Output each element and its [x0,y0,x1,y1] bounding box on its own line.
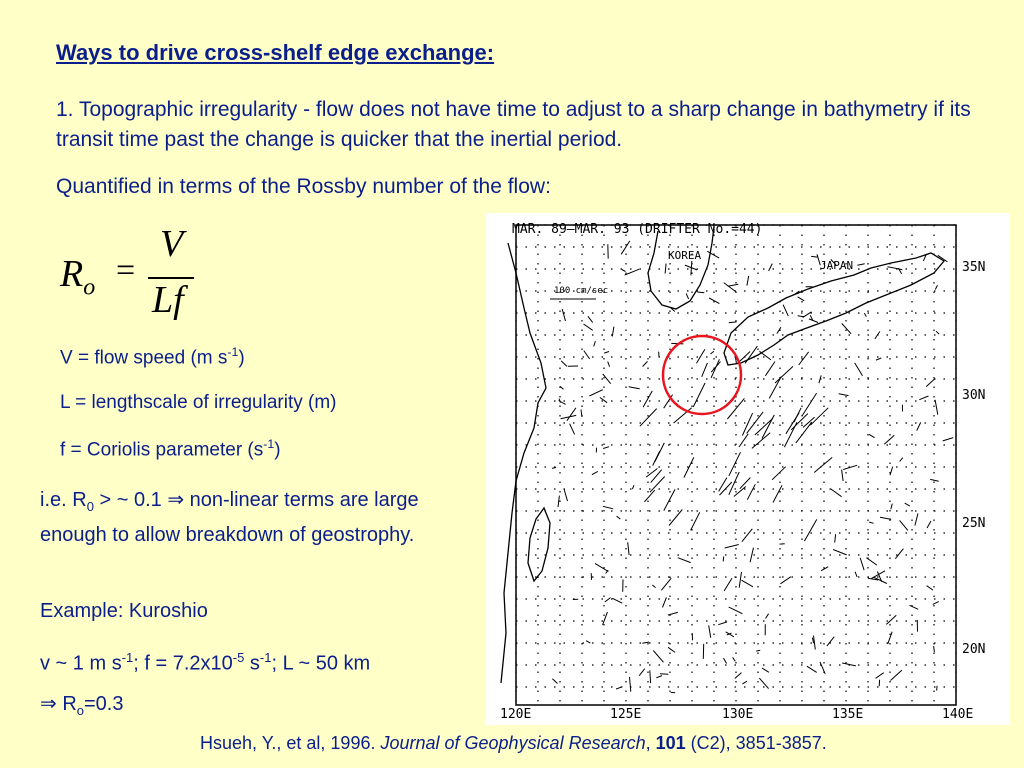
velocity-arrow [915,513,918,525]
velocity-arrow [755,418,773,435]
velocity-arrow [891,670,902,680]
velocity-arrow [608,362,610,367]
velocity-arrow [794,408,801,422]
velocity-arrow [884,435,894,444]
velocity-arrow [811,256,817,257]
velocity-arrow [709,298,719,304]
velocity-arrow [617,516,621,519]
velocity-arrow [652,585,655,588]
velocity-arrow [900,520,908,530]
velocity-arrow [935,285,937,289]
velocity-arrow [639,669,645,676]
velocity-arrow [742,529,752,542]
lat-label-35n: 35N [962,260,986,275]
velocity-arrow [798,297,805,301]
velocity-arrow [876,358,881,360]
velocity-arrow [900,458,903,462]
velocity-arrow [567,408,576,421]
velocity-arrow [697,349,705,363]
def-l: L = lengthscale of irregularity (m) [60,392,337,413]
velocity-arrow [733,657,736,661]
velocity-arrow [621,241,630,254]
velocity-arrow [728,284,739,286]
velocity-arrow [650,670,651,683]
velocity-arrow [643,391,652,407]
velocity-arrow [765,362,775,376]
velocity-arrow [724,578,732,591]
velocity-arrow [616,687,622,689]
velocity-arrow [926,379,935,387]
japan-label: JAPAN [820,259,854,272]
velocity-arrow [640,409,657,427]
velocity-arrow [653,651,663,663]
velocity-arrow [581,410,582,418]
velocity-arrow [726,632,734,637]
velocity-arrow [668,612,678,615]
velocity-arrow [756,650,760,651]
velocity-arrow [843,465,857,469]
velocity-arrow [936,331,939,334]
velocity-arrow [927,521,931,528]
velocity-arrow [783,305,788,316]
velocity-arrow [835,534,836,542]
formula-numerator: V [160,223,184,265]
velocity-arrow [869,522,873,523]
velocity-arrow [895,549,903,559]
velocity-arrow [769,264,773,271]
velocity-arrow [589,390,602,396]
velocity-arrow [723,556,724,561]
velocity-arrow [561,361,567,367]
formula-denominator: Lf [152,279,184,321]
example-label: Example: Kuroshio [40,600,208,622]
velocity-arrow [584,324,593,330]
velocity-arrow [762,668,769,672]
velocity-arrow [693,383,705,407]
velocity-arrow [919,396,928,400]
velocity-arrow [796,422,812,443]
velocity-arrow [869,434,875,437]
china-coast [501,243,546,683]
def-f: f = Coriolis parameter $(s^{-1})$ [60,437,281,461]
velocity-arrow [933,602,939,605]
rossby-result: ⇒ $R_o=0.3$ [40,693,124,718]
velocity-arrow [772,467,786,480]
velocity-arrow [934,646,935,652]
velocity-arrow [747,276,749,286]
velocity-arrow [747,484,755,499]
velocity-arrow [752,433,770,449]
velocity-arrow [910,605,919,609]
ie-statement: i.e. $R_0$ > ~ 0.1 ⇒ non-linear terms are large enough to allow breakdown of geostrophy. [40,489,419,546]
velocity-arrow [595,563,608,571]
velocity-arrow [603,374,611,384]
formula-lhs: $R_o$ [60,253,96,301]
formula-equals: = [116,252,136,289]
velocity-arrow [773,485,782,502]
velocity-arrow [653,451,660,465]
velocity-arrow [605,598,611,602]
velocity-arrow [827,637,834,646]
velocity-arrow [927,586,933,590]
velocity-arrow [729,322,737,323]
velocity-arrow [820,662,825,674]
velocity-arrow [678,558,691,563]
velocity-arrow [711,359,719,378]
velocity-arrow [665,264,666,274]
velocity-arrow [622,270,626,272]
kuroshio-values: v ~ 1 m $s^{-1}$; $f = 7.2x10^{-5}$ $s^{-1}$; L ~ 50 km [40,650,371,675]
velocity-arrow [718,622,727,625]
velocity-arrow [668,647,675,652]
velocity-arrow [798,316,805,317]
velocity-arrow [663,597,667,607]
velocity-arrow [586,641,590,643]
velocity-arrow [697,292,704,293]
velocity-arrow [905,503,910,506]
velocity-arrow [628,542,629,555]
velocity-arrow [629,387,640,389]
drifter-map [486,213,1010,725]
velocity-arrow [592,471,598,474]
slide-title: Ways to drive cross-shelf edge exchange: [56,40,495,65]
velocity-arrow [661,578,671,590]
velocity-arrow [709,625,711,637]
velocity-arrow [630,677,631,692]
velocity-arrow [860,558,864,570]
velocity-arrow [880,517,891,519]
velocity-arrow [632,485,634,489]
velocity-arrow [804,519,816,541]
velocity-arrow [559,399,560,403]
velocity-arrow [839,394,849,396]
velocity-arrow [603,447,609,449]
korea-coast [648,227,714,309]
velocity-arrow [612,327,614,337]
velocity-arrow [588,316,593,322]
velocity-arrow [604,352,609,354]
velocity-arrow [842,470,844,482]
map-grid [516,225,956,705]
velocity-arrow [711,351,714,354]
velocity-arrow [917,422,921,430]
velocity-arrow [809,319,818,323]
velocity-arrow [831,489,842,497]
velocity-arrow [600,397,607,402]
velocity-arrow [684,457,694,477]
scale-label: 100 cm/sec [554,286,609,296]
velocity-arrow [886,615,896,624]
lon-label-130e: 130E [722,707,754,722]
velocity-arrow [651,470,662,483]
velocity-arrow [603,506,613,509]
lon-label-125e: 125E [610,707,642,722]
velocity-arrow [937,686,938,691]
velocity-arrow [564,489,567,501]
velocity-arrow [584,351,590,359]
velocity-arrow [625,269,640,275]
velocity-arrow [729,607,743,614]
velocity-arrow [742,681,747,684]
velocity-arrow [739,572,741,588]
velocity-arrow [943,438,954,441]
velocity-arrow [864,313,866,317]
velocity-arrow [686,294,688,300]
velocity-arrow [711,362,720,373]
velocity-arrow [724,658,727,663]
velocity-arrow [866,558,877,565]
rossby-formula [60,223,220,328]
rossby-intro: Quantified in terms of the Rossby number of the flow: [56,175,551,198]
map-frame [516,225,956,705]
velocity-arrow [891,504,893,510]
velocity-arrow [814,457,832,472]
velocity-arrow [664,489,675,510]
velocity-arrow [842,324,851,334]
korea-label: KOREA [668,249,702,262]
point-topographic-irregularity: 1. Topographic irregularity - flow does not have time to adjust to a sharp change in bathymetry if its transit time past the change is quicker that the inertial period. [56,98,971,151]
velocity-arrow [810,408,828,425]
velocity-arrow [775,366,793,383]
velocity-arrow [594,341,596,346]
velocity-arrow [603,612,608,625]
citation: Hsueh, Y., et al, 1996. Journal of Geophysical Research, 101 (C2), 3851-3857. [200,733,827,753]
velocity-arrow [780,577,791,584]
velocity-arrow [739,434,748,447]
def-v: V = flow speed (m $s^{-1}$) [60,345,245,369]
velocity-arrow [935,400,938,415]
velocity-arrow [742,580,754,587]
lon-label-120e: 120E [500,707,532,722]
velocity-arrow [875,332,880,340]
velocity-arrow [807,666,817,672]
map-title: MAR. 89–MAR. 93 (DRIFTER No.=44) [512,222,763,237]
lat-label-20n: 20N [962,642,986,657]
taiwan-island [528,508,550,581]
velocity-arrow [669,510,682,526]
velocity-arrow [855,363,863,376]
velocity-arrow [558,496,559,508]
velocity-arrow [857,264,864,265]
velocity-arrow [799,352,809,365]
velocity-arrow [802,393,817,416]
lat-label-25n: 25N [962,516,986,531]
velocity-arrow [691,512,700,530]
velocity-arrow [735,673,742,679]
velocity-arrow [930,479,939,481]
velocity-arrow [890,467,893,476]
velocity-arrow [570,424,575,435]
velocity-arrow [833,550,847,555]
lon-label-135e: 135E [832,707,864,722]
lat-label-30n: 30N [962,388,986,403]
velocity-arrow [562,309,565,321]
velocity-arrow [766,614,769,619]
velocity-arrow [724,283,736,292]
velocity-arrow [821,567,828,571]
velocity-arrow [855,572,857,577]
velocity-arrow [702,363,708,377]
velocity-arrow [876,673,884,679]
velocity-arrow [552,467,556,468]
velocity-arrow [643,361,648,366]
velocity-arrow [552,679,557,684]
velocity-arrow [887,267,902,270]
velocity-arrow [750,548,753,563]
lon-label-140e: 140E [942,707,974,722]
velocity-arrow [650,477,665,493]
velocity-arrow [656,676,662,678]
velocity-arrow [725,545,739,549]
